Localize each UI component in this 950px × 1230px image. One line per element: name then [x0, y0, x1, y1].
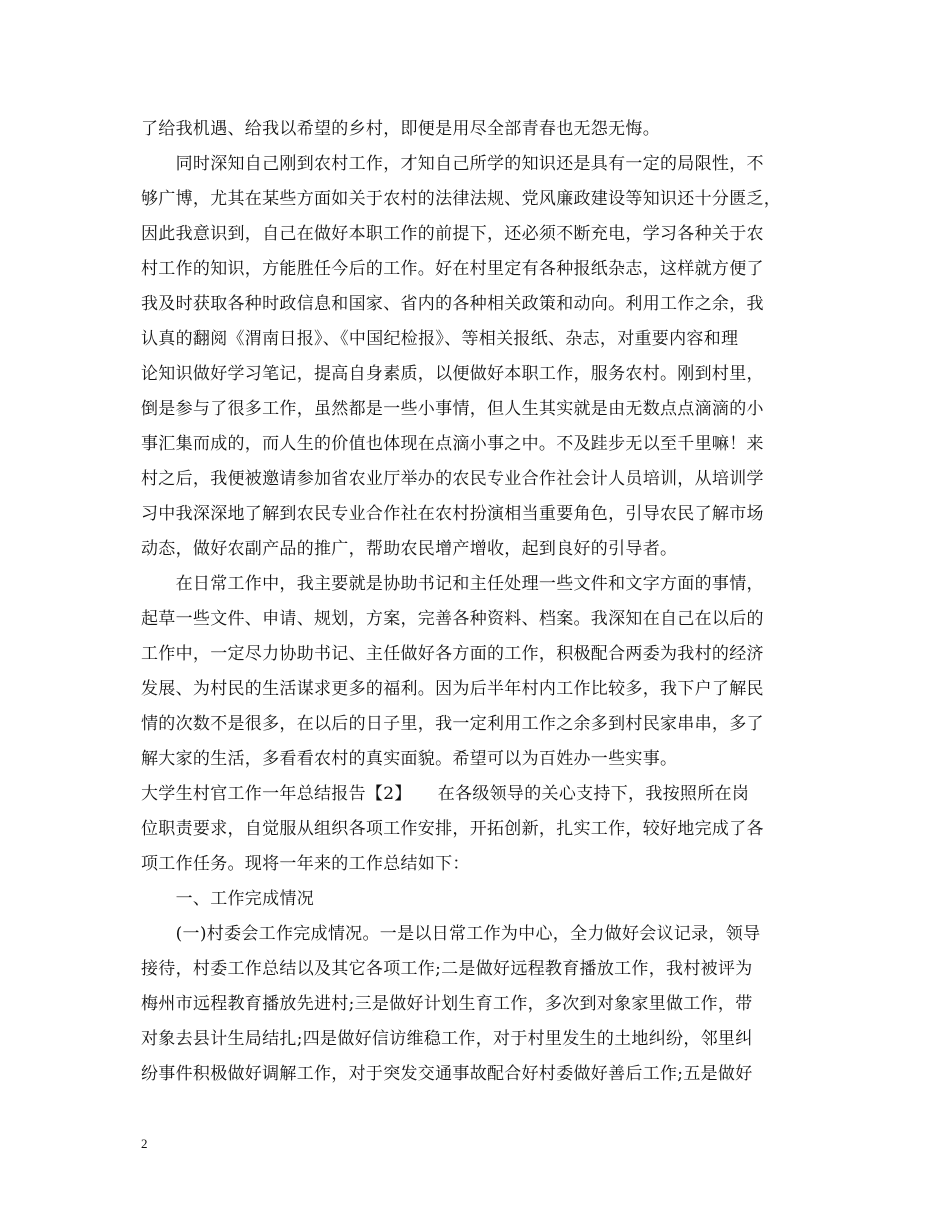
text-line: 事汇集而成的，而人生的价值也体现在点滴小事之中。不及跬步无以至千里嘛！来: [141, 434, 764, 454]
text-line: 论知识做好学习笔记，提高自身素质，以便做好本职工作，服务农村。刚到村里，: [141, 364, 764, 384]
text-line: 接待，村委工作总结以及其它各项工作;二是做好远程教育播放工作，我村被评为: [141, 959, 753, 979]
text-line: 同时深知自己刚到农村工作，才知自己所学的知识还是具有一定的局限性，不: [141, 154, 764, 174]
text-line: 纷事件积极做好调解工作，对于突发交通事故配合好村委做好善后工作;五是做好: [141, 1064, 753, 1084]
text-line: 位职责要求，自觉服从组织各项工作安排，开拓创新，扎实工作，较好地完成了各: [141, 819, 764, 839]
body-text: [141, 112, 821, 1092]
text-line: 我及时获取各种时政信息和国家、省内的各种相关政策和动向。利用工作之余，我: [141, 294, 764, 314]
text-line: 村之后，我便被邀请参加省农业厅举办的农民专业合作社会计人员培训，从培训学: [141, 469, 764, 489]
text-line: 大学生村官工作一年总结报告【2】 在各级领导的关心支持下，我按照所在岗: [141, 784, 750, 804]
text-line: 工作中，一定尽力协助书记、主任做好各方面的工作，积极配合两委为我村的经济: [141, 644, 764, 664]
text-line: 情的次数不是很多，在以后的日子里，我一定利用工作之余多到村民家串串，多了: [141, 714, 764, 734]
text-line: 认真的翻阅《渭南日报》、《中国纪检报》、等相关报纸、杂志，对重要内容和理: [141, 329, 739, 349]
text-line: 发展、为村民的生活谋求更多的福利。因为后半年村内工作比较多，我下户了解民: [141, 679, 764, 699]
text-line: 起草一些文件、申请、规划，方案，完善各种资料、档案。我深知在自己在以后的: [141, 609, 764, 629]
text-line: 在日常工作中，我主要就是协助书记和主任处理一些文件和文字方面的事情，: [141, 574, 764, 594]
text-line: (一)村委会工作完成情况。一是以日常工作为中心，全力做好会议记录，领导: [141, 924, 761, 944]
text-line: 项工作任务。现将一年来的工作总结如下：: [141, 854, 470, 874]
text-line: 梅州市远程教育播放先进村;三是做好计划生育工作，多次到对象家里做工作，带: [141, 994, 753, 1014]
text-line: 村工作的知识，方能胜任今后的工作。好在村里定有各种报纸杂志，这样就方便了: [141, 259, 764, 279]
text-line: 了给我机遇、给我以希望的乡村，即便是用尽全部青春也无怨无悔。: [141, 119, 660, 139]
text-line: 一、工作完成情况: [141, 889, 314, 909]
text-line: 习中我深深地了解到农民专业合作社在农村扮演相当重要角色，引导农民了解市场: [141, 504, 764, 524]
text-line: 动态，做好农副产品的推广，帮助农民增产增收，起到良好的引导者。: [141, 539, 678, 559]
text-line: 够广博，尤其在某些方面如关于农村的法律法规、党风廉政建设等知识还十分匮乏，: [141, 189, 782, 209]
text-line: 倒是参与了很多工作，虽然都是一些小事情，但人生其实就是由无数点点滴滴的小: [141, 399, 764, 419]
text-line: 解大家的生活，多看看农村的真实面貌。希望可以为百姓办一些实事。: [141, 749, 678, 769]
text-line: 对象去县计生局结扎;四是做好信访维稳工作，对于村里发生的土地纠纷，邻里纠: [141, 1029, 753, 1049]
page-number: 2: [141, 1136, 148, 1151]
text-line: 因此我意识到，自己在做好本职工作的前提下，还必须不断充电，学习各种关于农: [141, 224, 764, 244]
